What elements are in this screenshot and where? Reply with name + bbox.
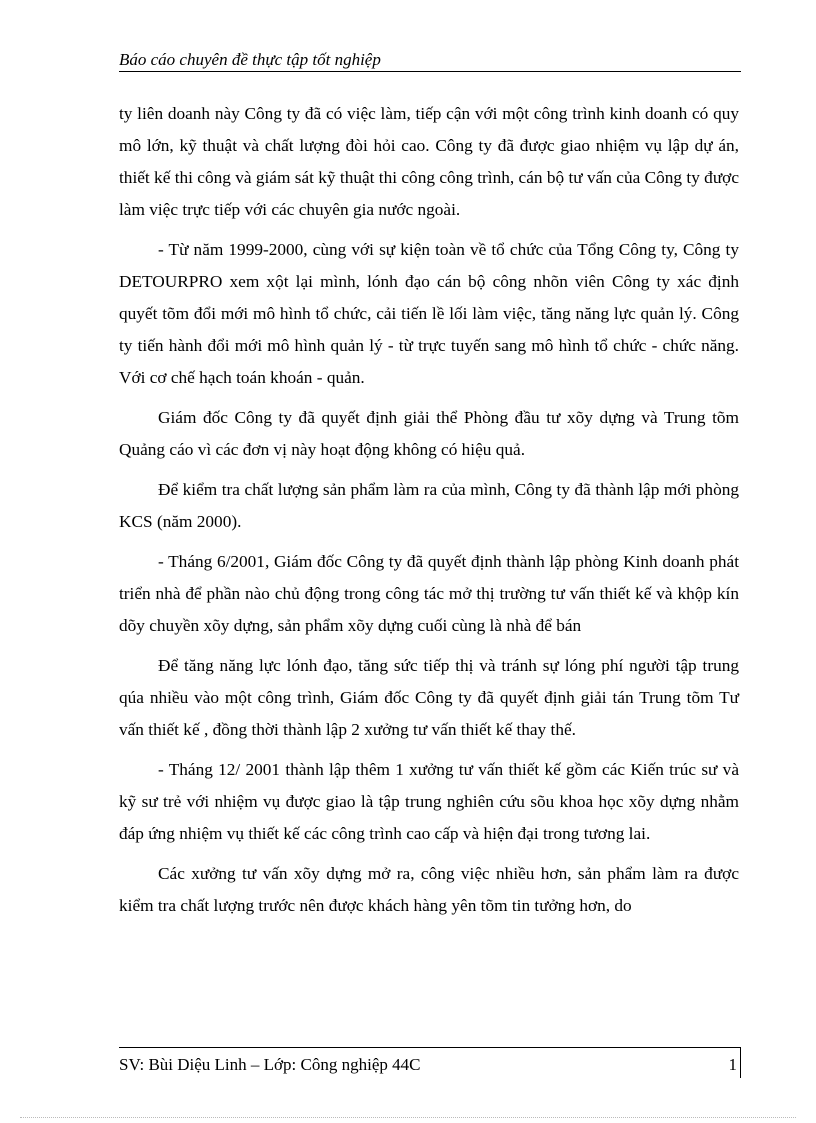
paragraph: Giám đốc Công ty đã quyết định giải thể Phòng đầu tư xõy dựng và Trung tõm Quảng cáo vì các đơn vị này hoạt động không có hiệu quả.: [119, 408, 739, 459]
page-edge-divider: [20, 1117, 796, 1118]
paragraph: ty liên doanh này Công ty đã có việc làm, tiếp cận với một công trình kinh doanh có quy mô lớn, kỹ thuật và chất lượng đòi hỏi cao. Công ty đã được giao nhiệm vụ lập dự án, thiết kế thi công và giám sát kỹ thuật thi công công trình, cán bộ tư vấn của Công ty được làm việc trực tiếp với các chuyên gia nước ngoài.: [119, 104, 739, 219]
paragraph: - Từ năm 1999-2000, cùng với sự kiện toàn về tổ chức của Tổng Công ty, Công ty DETOURPRO xem xột lại mình, lónh đạo cán bộ công nhõn viên Công ty xác định quyết tõm đổi mới mô hình tổ chức, cải tiến lề lối làm việc, tăng năng lực quản lý. Công ty tiến hành đổi mới mô hình quản lý - từ trực tuyến sang mô hình tổ chức - chức năng. Với cơ chế hạch toán khoán - quản.: [119, 240, 739, 387]
document-body: [119, 98, 739, 930]
page-header: [119, 49, 741, 72]
page-number: 1: [728, 1055, 737, 1074]
footer-author: SV: Bùi Diệu Linh – Lớp: Công nghiệp 44C: [119, 1055, 421, 1074]
paragraph: Để tăng năng lực lónh đạo, tăng sức tiếp thị và tránh sự lóng phí người tập trung qúa nhiều vào một công trình, Giám đốc Công ty đã quyết định giải tán Trung tõm Tư vấn thiết kế , đồng thời thành lập 2 xưởng tư vấn thiết kế thay thế.: [119, 656, 739, 739]
footer-divider: [119, 1047, 741, 1048]
page-footer: [119, 1054, 741, 1076]
paragraph: - Tháng 12/ 2001 thành lập thêm 1 xưởng tư vấn thiết kế gồm các Kiến trúc sư và kỹ sư trẻ với nhiệm vụ được giao là tập trung nghiên cứu sõu khoa học xõy dựng nhằm đáp ứng nhiệm vụ thiết kế các công trình cao cấp và hiện đại trong tương lai.: [119, 760, 739, 843]
paragraph: Để kiểm tra chất lượng sản phẩm làm ra của mình, Công ty đã thành lập mới phòng KCS (năm 2000).: [119, 480, 739, 531]
paragraph: - Tháng 6/2001, Giám đốc Công ty đã quyết định thành lập phòng Kinh doanh phát triển nhà để phần nào chủ động trong công tác mở thị trường tư vấn thiết kế và khộp kín dõy chuyền xõy dựng, sản phẩm xõy dựng cuối cùng là nhà để bán: [119, 552, 739, 635]
header-title: Báo cáo chuyên đề thực tập tốt nghiệp: [119, 50, 381, 69]
paragraph: Các xưởng tư vấn xõy dựng mở ra, công việc nhiều hơn, sản phẩm làm ra được kiểm tra chất lượng trước nên được khách hàng yên tõm tin tưởng hơn, do: [119, 864, 739, 915]
